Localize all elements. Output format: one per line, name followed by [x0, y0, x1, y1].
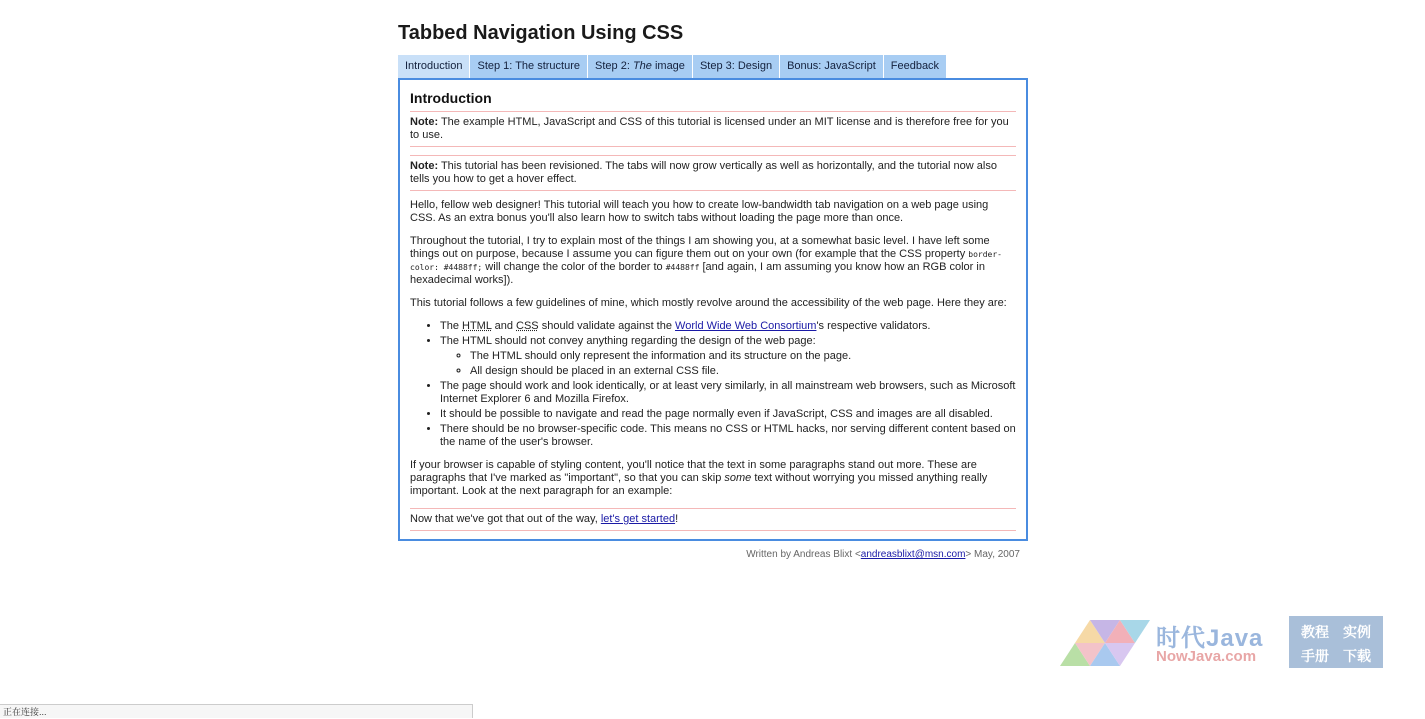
revision-note	[410, 155, 1016, 191]
list-item: • There should be no browser-specific code. This means no CSS or HTML hacks, nor serving different content based on the name of the user's browser.	[440, 423, 1016, 449]
tab-step1-structure[interactable]: Step 1: The structure	[470, 55, 587, 78]
watermark-title: 时代Java	[1156, 625, 1264, 652]
tab-bonus-javascript[interactable]: Bonus: JavaScript	[780, 55, 883, 78]
tab-label-suffix: image	[651, 60, 685, 72]
sub-list-item: ◦ All design should be placed in an external CSS file.	[470, 365, 1016, 378]
watermark-box	[1289, 616, 1383, 668]
note-label: Note:	[410, 160, 439, 172]
list-item: • It should be possible to navigate and read the page normally even if JavaScript, CSS and images are all disabled.	[440, 408, 1016, 421]
watermark-label: 下载	[1343, 648, 1371, 664]
footer-text: Written by Andreas Blixt <	[746, 549, 861, 560]
list-item	[440, 335, 1016, 378]
sub-list	[440, 350, 1016, 378]
page-title: Tabbed Navigation Using CSS	[398, 22, 684, 44]
code-snippet: border-color: #4488ff;	[410, 250, 1002, 272]
guidelines-list	[410, 320, 1016, 449]
author-email-link[interactable]: andreasblixt@msn.com	[860, 549, 966, 560]
section-heading: Introduction	[410, 90, 492, 106]
list-text: and	[491, 320, 517, 332]
paragraph-text: !	[675, 513, 679, 525]
tab-label-em: The	[632, 60, 652, 72]
page-footer	[398, 549, 1028, 560]
paragraph-text: If your browser is capable of styling content, you'll notice that the text in some paragraphs stand out more. These are paragraphs that I've marked as "important", so that you can skip	[410, 459, 977, 484]
w3c-link[interactable]: World Wide Web Consortium	[675, 320, 817, 332]
list-text: The	[440, 320, 463, 332]
note-text: The example HTML, JavaScript and CSS of this tutorial is licensed under an MIT license and is therefore free for you to use.	[410, 116, 1009, 141]
code-snippet: #4488ff	[665, 263, 700, 272]
license-note	[410, 111, 1016, 147]
html-abbr: HTML	[462, 320, 492, 332]
important-paragraph	[410, 508, 1016, 531]
emphasis: some	[724, 472, 752, 484]
tab-label-prefix: Step 2:	[595, 60, 633, 72]
intro-paragraph: Hello, fellow web designer! This tutorial will teach you how to create low-bandwidth tab navigation on a web page using CSS. As an extra bonus you'll also learn how to switch tabs without loading the page more than once.	[410, 199, 989, 224]
list-text: 's respective validators.	[816, 320, 931, 332]
note-text: This tutorial has been revisioned. The tabs will now grow vertically as well as horizontally, and the tutorial now also tells you how to get a hover effect.	[410, 160, 997, 185]
guidelines-intro: This tutorial follows a few guidelines of mine, which mostly revolve around the accessibility of the web page. Here they are:	[410, 297, 1007, 309]
note-label: Note:	[410, 116, 439, 128]
site-watermark	[1060, 616, 1383, 668]
list-item: • The page should work and look identically, or at least very similarly, in all mainstream web browsers, such as Microsoft Internet Explorer 6 and Mozilla Firefox.	[440, 380, 1016, 406]
get-started-link[interactable]: let's get started	[600, 513, 676, 525]
tutorial-page	[398, 20, 1028, 560]
paragraph-text: will change the color of the border to	[482, 261, 666, 273]
sub-list-item: ◦ The HTML should only represent the information and its structure on the page.	[470, 350, 1016, 363]
paragraph-text: Now that we've got that out of the way,	[410, 513, 601, 525]
tab-bar	[398, 55, 1028, 78]
watermark-label: 教程	[1301, 624, 1329, 640]
explanation-paragraph	[410, 235, 1016, 287]
watermark-domain: NowJava.com	[1156, 648, 1257, 665]
tab-content-panel	[398, 78, 1028, 541]
css-abbr: CSS	[516, 320, 539, 332]
tab-introduction[interactable]: Introduction	[398, 55, 469, 78]
list-item	[440, 320, 1016, 333]
watermark-label: 实例	[1343, 624, 1371, 640]
list-text: The HTML should not convey anything regarding the design of the web page:	[440, 335, 816, 347]
paragraph-text: [and again, I am assuming you know how an RGB color in hexadecimal works]).	[410, 261, 985, 286]
tab-step3-design[interactable]: Step 3: Design	[693, 55, 779, 78]
paragraph-text: text without worrying you missed anything really important. Look at the next paragraph for an example:	[410, 472, 988, 497]
watermark-label: 手册	[1301, 648, 1329, 664]
triangle-logo-icon	[1060, 620, 1152, 666]
browser-status-bar: 正在连接...	[0, 704, 473, 718]
tab-feedback[interactable]: Feedback	[884, 55, 946, 78]
footer-text: > May, 2007	[965, 549, 1020, 560]
tab-step2-image[interactable]	[588, 55, 692, 78]
important-explanation	[410, 459, 1016, 498]
list-text: should validate against the	[538, 320, 676, 332]
paragraph-text: Throughout the tutorial, I try to explain most of the things I am showing you, at a somewhat basic level. I have left some things out on purpose, because I assume you can figure them out on your own (for example that the CSS property	[410, 235, 990, 260]
